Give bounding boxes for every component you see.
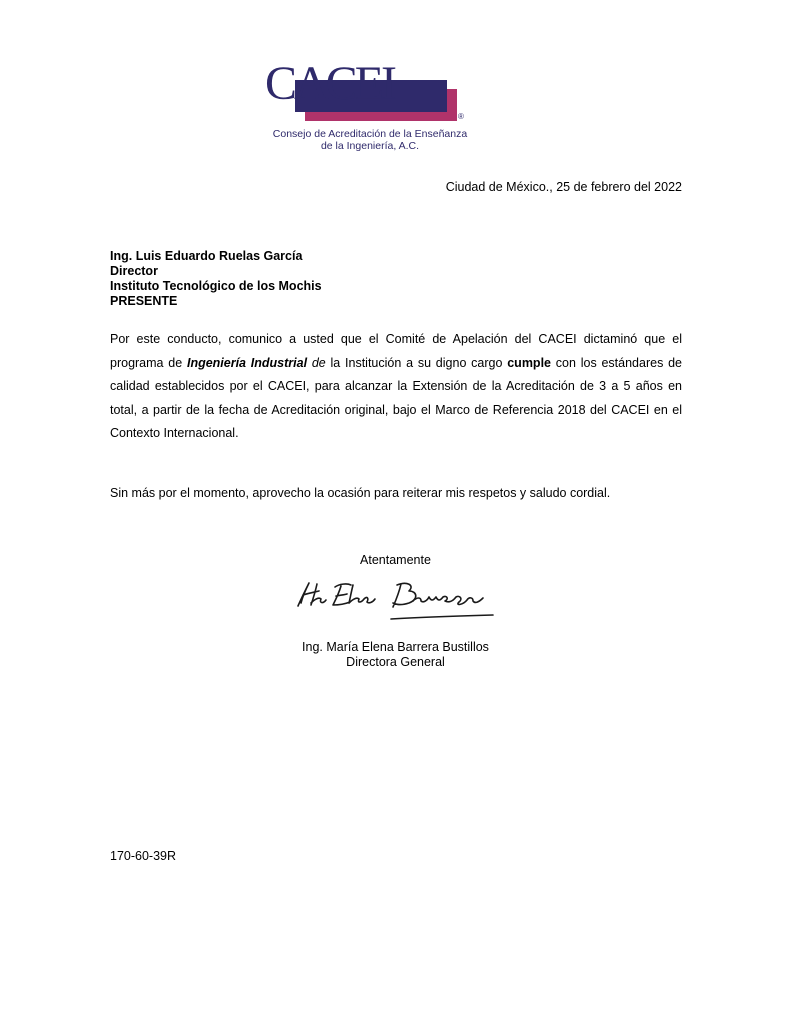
program-name: Ingeniería Industrial bbox=[186, 355, 308, 370]
signer-title: Directora General bbox=[346, 655, 445, 669]
signer-name: Ing. María Elena Barrera Bustillos bbox=[302, 640, 489, 654]
addressee-greeting: PRESENTE bbox=[110, 294, 178, 308]
signature-text: Ma. Elena Barrera bbox=[293, 573, 302, 574]
logo-wordmark: CACEI bbox=[265, 57, 394, 110]
handwritten-signature bbox=[293, 573, 498, 628]
logo-subtitle bbox=[265, 128, 475, 152]
logo-subtitle-line2: de la Ingeniería, A.C. bbox=[320, 140, 420, 152]
logo-registered-mark: ® bbox=[458, 112, 464, 121]
body-paragraph bbox=[110, 328, 682, 446]
addressee-block bbox=[110, 249, 322, 309]
body-part4: con los estándares de calidad establecidos por el CACEI, para alcanzar la Extensión de la Acreditación de 3 a 5 años en total, a partir de la fecha de Acreditación original, bajo el Marco de Referencia 2018 del CACEI en el Contexto Internacional. bbox=[110, 355, 683, 441]
body-part3: la Institución a su digno cargo bbox=[325, 355, 508, 370]
closing-line: Sin más por el momento, aprovecho la ocasión para reiterar mis respetos y saludo cordial. bbox=[110, 486, 611, 500]
body-part2: de bbox=[307, 355, 326, 370]
sign-off: Atentamente bbox=[360, 553, 431, 567]
addressee-institution: Instituto Tecnológico de los Mochis bbox=[110, 279, 322, 293]
addressee-position: Director bbox=[110, 264, 158, 278]
reference-code: 170-60-39R bbox=[110, 849, 177, 863]
signer-block bbox=[0, 640, 791, 670]
body-part1: Por este conducto, comunico a usted que el Comité de Apelación del CACEI dictaminó que el programa de bbox=[110, 332, 682, 370]
cacei-logo bbox=[265, 57, 475, 160]
logo-subtitle-line1: Consejo de Acreditación de la Enseñanza bbox=[272, 128, 468, 140]
date-line: Ciudad de México., 25 de febrero del 2022 bbox=[445, 180, 682, 194]
result-word: cumple bbox=[507, 355, 551, 370]
addressee-name: Ing. Luis Eduardo Ruelas García bbox=[110, 249, 303, 263]
